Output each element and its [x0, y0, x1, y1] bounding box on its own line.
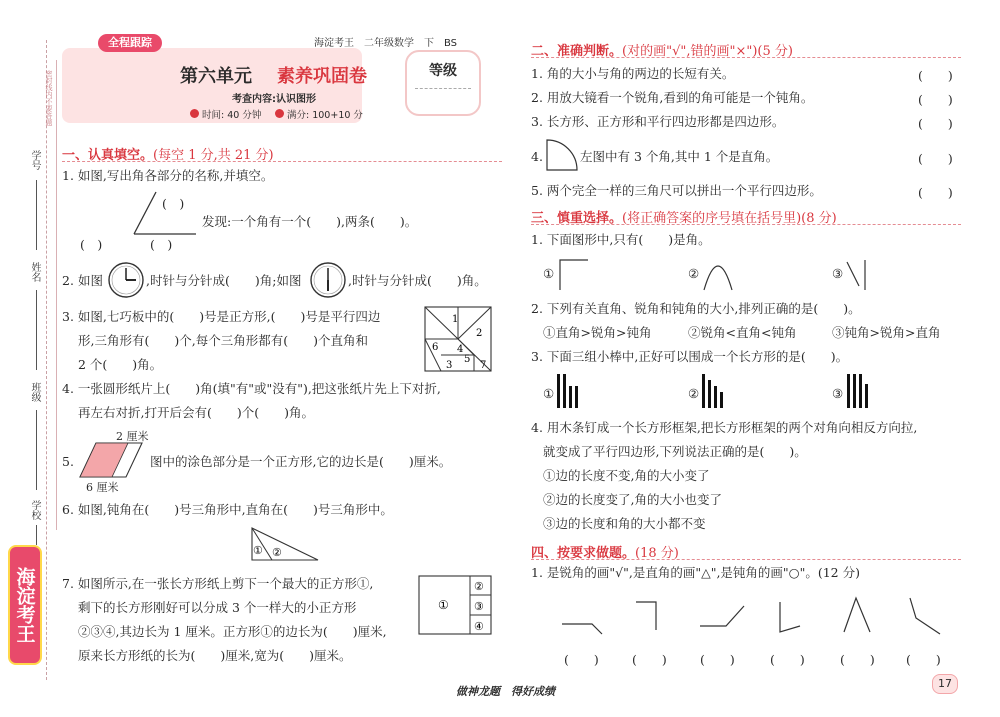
tangram-piece-1: 1: [452, 314, 459, 325]
write-line-name[interactable]: [36, 290, 37, 370]
fold-note: 密封线内不要答题: [45, 70, 53, 126]
q1-7-figure: [418, 575, 492, 635]
choice-q1-text: 1. 下面图形中,只有( )是角。: [531, 232, 711, 247]
write-line-student-no[interactable]: [36, 180, 37, 250]
tangram-piece-4: 4: [457, 344, 464, 355]
q1-3-line2: 形,三角形有( )个,每个三角形都有( )个直角和: [78, 333, 368, 348]
choice-q4-opt1: ①边的长度不变,角的大小变了: [543, 468, 710, 483]
q1-1-paren-side[interactable]: ( ): [162, 196, 185, 211]
q1-1-text: 1. 如图,写出角各部分的名称,并填空。: [62, 168, 274, 183]
section1-underline: [62, 161, 502, 162]
q1-7-label-1: ①: [438, 598, 449, 612]
q1-6-label-2: ②: [272, 546, 282, 559]
clock-icon: [190, 109, 199, 118]
judge-item-4-quarter-circle: [545, 138, 579, 172]
choice-q4-opt2: ②边的长度变了,角的大小也变了: [543, 492, 722, 507]
q1-2-text-a: 如图: [78, 273, 104, 288]
score-icon: [275, 109, 284, 118]
judge-answer-5[interactable]: ( ): [918, 185, 953, 200]
choice-q1-opt2-shape: [700, 256, 736, 292]
choice-q3-opt3-sticks: [846, 372, 872, 410]
choice-q4-opt3: ③边的长度和角的大小都不变: [543, 516, 706, 531]
q1-1-discovery: 发现:一个角有一个( ),两条( )。: [202, 214, 418, 229]
judge-item-2: 2. 用放大镜看一个锐角,看到的角可能是一个钝角。: [531, 90, 814, 105]
choice-q1-opt2-label: ②: [688, 266, 700, 281]
choice-q1-opt1-shape: [556, 256, 590, 292]
task-answer-2[interactable]: ( ): [632, 652, 667, 667]
section1-title: 一、认真填空。(每空 1 分,共 21 分): [62, 148, 274, 163]
choice-q2-text: 2. 下列有关直角、锐角和钝角的大小,排列正确的是( )。: [531, 301, 861, 316]
task-answer-3[interactable]: ( ): [700, 652, 735, 667]
section4-underline: [531, 559, 961, 560]
q1-2-num: 2.: [62, 273, 74, 288]
task-answer-4[interactable]: ( ): [770, 652, 805, 667]
q1-1-paren-angle[interactable]: ( ): [150, 237, 173, 252]
q1-5-top-label: 2 厘米: [116, 430, 149, 443]
q1-5-num: 5.: [62, 454, 74, 469]
choice-q3-opt1-sticks: [556, 372, 582, 410]
choice-q1-opt1-label: ①: [543, 266, 555, 281]
section3-underline: [531, 224, 961, 225]
judge-item-4: 左图中有 3 个角,其中 1 个是直角。: [580, 149, 779, 164]
header-badge: 全程跟踪: [98, 34, 162, 52]
section2-title: 二、准确判断。(对的画"√",错的画"×")(5 分): [531, 44, 793, 59]
q1-7-line4: 原来长方形纸的长为( )厘米,宽为( )厘米。: [78, 648, 352, 663]
task-q1-angles: [556, 592, 946, 638]
judge-answer-2[interactable]: ( ): [918, 92, 953, 107]
q1-3-line3: 2 个( )角。: [78, 357, 163, 372]
choice-q1-opt3-shape: [845, 256, 871, 292]
time-limit: 时间: 40 分钟: [202, 110, 262, 121]
q1-7-label-2: ②: [474, 580, 484, 593]
q1-7-line2: 剩下的长方形刚好可以分成 3 个一样大的小正方形: [78, 600, 357, 615]
choice-q3-opt2-sticks: [701, 372, 727, 410]
margin-label-name: 姓名: [29, 262, 40, 282]
margin-label-school: 学校: [29, 500, 40, 520]
q1-6-text: 6. 如图,钝角在( )号三角形中,直角在( )号三角形中。: [62, 502, 393, 517]
judge-answer-4[interactable]: ( ): [918, 151, 953, 166]
judge-item-5: 5. 两个完全一样的三角尺可以拼出一个平行四边形。: [531, 183, 822, 198]
task-q1-text: 1. 是锐角的画"√",是直角的画"△",是钝角的画"○"。(12 分): [531, 565, 860, 580]
page-title: 素养巩固卷: [277, 66, 367, 87]
tangram-figure: [424, 306, 492, 372]
judge-item-3: 3. 长方形、正方形和平行四边形都是四边形。: [531, 114, 785, 129]
q1-2-text-b: ,时针与分针成( )角;如图: [146, 273, 302, 288]
choice-q4-line2: 就变成了平行四边形,下列说法正确的是( )。: [543, 444, 807, 459]
tangram-piece-7: 7: [480, 360, 487, 371]
tangram-piece-5: 5: [464, 354, 471, 365]
clock-icon-2: [309, 261, 347, 299]
q1-4-line2: 再左右对折,打开后会有( )个( )角。: [78, 405, 314, 420]
q1-5-parallelogram: [78, 441, 146, 479]
q1-6-triangles: [248, 526, 322, 564]
q1-5-text: 图中的涂色部分是一个正方形,它的边长是( )厘米。: [150, 454, 452, 469]
task-answer-5[interactable]: ( ): [840, 652, 875, 667]
grade-line: [415, 88, 471, 89]
choice-q2-opt2: ②锐角<直角<钝角: [688, 325, 797, 340]
q1-7-line1: 7. 如图所示,在一张长方形纸上剪下一个最大的正方形①,: [62, 576, 374, 591]
full-score: 满分: 100+10 分: [287, 110, 363, 121]
choice-q2-opt3: ③钝角>锐角>直角: [832, 325, 941, 340]
tangram-piece-6: 6: [432, 342, 439, 353]
write-line-school[interactable]: [36, 525, 37, 545]
choice-q4-line1: 4. 用木条钉成一个长方形框架,把长方形框架的两个对角向相反方向拉,: [531, 420, 918, 435]
unit-label: 第六单元: [180, 66, 252, 87]
footer-slogan: 做神龙题 得好成绩: [456, 685, 555, 698]
judge-answer-3[interactable]: ( ): [918, 116, 953, 131]
q1-3-line1: 3. 如图,七巧板中的( )号是正方形,( )号是平行四边: [62, 309, 381, 324]
choice-q1-opt3-label: ③: [832, 266, 844, 281]
clock-icon-1: [107, 261, 145, 299]
judge-item-1: 1. 角的大小与角的两边的长短有关。: [531, 66, 735, 81]
grade-box[interactable]: [405, 50, 481, 116]
grade-label: 等级: [429, 63, 457, 79]
task-answer-6[interactable]: ( ): [906, 652, 941, 667]
section2-underline: [531, 57, 961, 58]
binding-dashed-line: [46, 40, 47, 680]
choice-q2-opt1: ①直角>锐角>钝角: [543, 325, 652, 340]
choice-q3-opt3-label: ③: [832, 386, 844, 401]
page-number: 17: [932, 674, 958, 694]
tangram-piece-3: 3: [446, 360, 453, 371]
content-scope: 考查内容:认识图形: [232, 94, 316, 105]
q1-7-label-3: ③: [474, 600, 484, 613]
q1-4-line1: 4. 一张圆形纸片上( )角(填"有"或"没有"),把这张纸片先上下对折,: [62, 381, 441, 396]
write-line-class[interactable]: [36, 410, 37, 490]
brand-logo: 海淀考王: [8, 545, 42, 665]
section3-title: 三、慎重选择。(将正确答案的序号填在括号里)(8 分): [531, 211, 837, 226]
judge-item-4-num: 4.: [531, 149, 543, 164]
book-info: 海淀考王 二年级数学 下 BS: [314, 38, 458, 49]
q1-2-text-c: ,时针与分针成( )角。: [348, 273, 487, 288]
q1-1-paren-vertex[interactable]: ( ): [80, 237, 103, 252]
choice-q3-text: 3. 下面三组小棒中,正好可以围成一个长方形的是( )。: [531, 349, 849, 364]
binding-line: [56, 60, 57, 530]
tangram-piece-2: 2: [476, 328, 483, 339]
q1-5-bottom-label: 6 厘米: [86, 481, 119, 494]
margin-label-student-no: 学号: [29, 150, 40, 170]
choice-q3-opt1-label: ①: [543, 386, 555, 401]
q1-7-label-4: ④: [474, 620, 484, 633]
q1-7-line3: ②③④,其边长为 1 厘米。正方形①的边长为( )厘米,: [78, 624, 387, 639]
judge-answer-1[interactable]: ( ): [918, 68, 953, 83]
choice-q3-opt2-label: ②: [688, 386, 700, 401]
q1-6-label-1: ①: [253, 544, 263, 557]
task-answer-1[interactable]: ( ): [564, 652, 599, 667]
margin-label-class: 班级: [29, 382, 40, 402]
section4-title: 四、按要求做题。(18 分): [531, 546, 679, 561]
